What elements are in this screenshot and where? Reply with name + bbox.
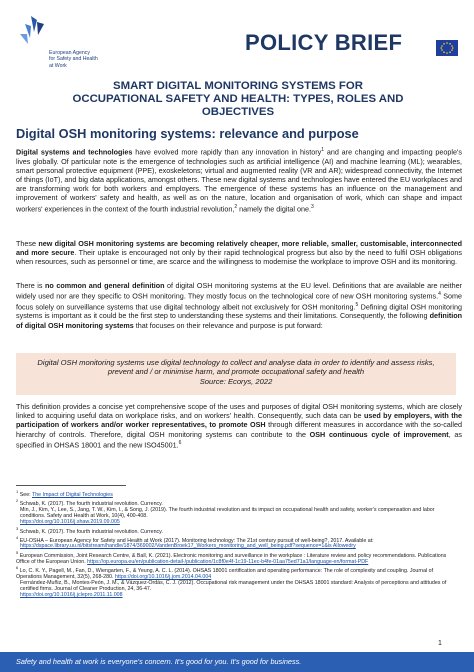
footnote-item <box>16 592 456 598</box>
footnote-number: 4 <box>16 534 19 540</box>
paragraph-2: These new digital OSH monitoring systems are becoming relatively cheaper, more reliable, smaller, customisable, interconnected and more secure. Their uptake is encouraged not only by their rapid technological progress but also by the need to fulfil OSH obligations when resources, such as personnel or time, are scarce and the willingness to modernise the workplace to improve OSH and its monitoring. <box>16 239 463 267</box>
footnote-text: Schwab, K. (2017). The fourth industrial revolution. Currency. <box>19 528 163 535</box>
page-number: 1 <box>438 640 442 647</box>
footnote-link[interactable]: https://doi.org/10.1016/j.jom.2014.04.004 <box>114 573 212 580</box>
footnote-link[interactable]: https://doi.org/10.1016/j.jclepro.2011.11.008 <box>20 592 123 599</box>
paragraph-3: There is no common and general definition of digital OSH monitoring systems at the EU level. Definitions that are available are neither widely used nor are they specific to OSH monitoring. They mostly focus on the technological core of new OSH monitoring systems.$^4$ Some focus solely on surveillance systems that use digital technology albeit not exclusively for OSH monitoring.$^5$ Defining digital OSH monitoring systems is important as it could be the first step to understanding these systems and their limitations. Consequently, the following definition of digital OSH monitoring systems that focuses on their relevance and purpose is put forward: <box>16 281 462 330</box>
eu-osha-logo-icon <box>17 14 137 72</box>
footnote-number: 2 <box>16 497 19 503</box>
section-heading: Digital OSH monitoring systems: relevance and purpose <box>16 126 359 141</box>
eu-flag-icon <box>436 40 458 56</box>
footnote-divider <box>16 485 126 486</box>
footnote-item <box>16 526 456 535</box>
footnote-item <box>16 535 456 544</box>
footnote-number: 5 <box>16 549 19 555</box>
footnote-item <box>16 565 456 580</box>
footnote-number: 3 <box>16 525 19 531</box>
footnote-number: 6 <box>16 564 19 570</box>
header <box>0 0 474 82</box>
footnote-item <box>16 507 456 519</box>
footnotes <box>16 489 456 599</box>
footnote-text: Schwab, K. (2017). The fourth industrial revolution. Currency. <box>19 500 163 507</box>
paragraph-4: This definition provides a concise yet comprehensive scope of the uses and purposes of digital OSH monitoring systems, which are closely linked to acquiring useful data on workplace risks, and on workers' health. Consequently, such data can be used by employers, with the participation of workers and/or worker representatives, to promote OSH through different measures in accordance with the so-called hierarchy of controls. Therefore, digital OSH monitoring systems can contribute to the OSH continuous cycle of improvement, as specified in OHSAS 18001 and the new ISO45001.$^6$ <box>16 402 462 450</box>
footnote-link[interactable]: The Impact of Digital Technologies <box>32 491 113 498</box>
document-title: SMART DIGITAL MONITORING SYSTEMS FOR OCCUPATIONAL SAFETY AND HEALTH: TYPES, ROLES AND OBJECTIVES <box>72 80 404 118</box>
footnote-number: 1 <box>16 489 19 494</box>
footnote-link[interactable]: https://dspace.library.uu.nl/bitstream/handle/1874/369002/VandenBroek17_Workers_monitoring_and_well_being.pdf?sequence=1&is Allowedry <box>20 543 356 550</box>
definition-quote: Digital OSH monitoring systems use digital technology to collect and analyse data in order to identify and assess risks, prevent and / or minimise harm, and promote occupational safety and health Source: Ecorys, 2022 <box>37 358 435 386</box>
footnote-text: Fernández-Muñiz, B., Montes-Peón, J. M., & Vázquez-Ordás, C. J. (2012). Occupational risk management under the OHSAS 18001 standard: Analysis of perceptions and attitudes of certified firms. Journal of Cleaner Production, 24, 36-47. <box>20 580 447 593</box>
footer-slogan: Safety and health at work is everyone's concern. It's good for you. It's good for business. <box>16 657 302 666</box>
footnote-link[interactable]: https://doi.org/10.1016/j.shaw.2019.09.005 <box>20 519 120 526</box>
footnote-item <box>16 580 456 592</box>
agency-name: European Agency for Safety and Health at Work <box>49 50 98 69</box>
policy-brief-title: POLICY BRIEF <box>245 30 403 55</box>
footnote-text: EU-OSHA – European Agency for Safety and Health at Work (2017). Monitoring technology: The 21st century pursuit of well-being?, 2017. Available at: <box>19 537 374 544</box>
footnote-text: Lo, C. K. Y., Pagell, M., Fan, D., Wiengarten, F., & Yeung, A. C. L. (2014). OHSAS 18001 certification and operating performance: The role of complexity and coupling. Journal of Operations Management, 32(5), 268-280. <box>16 567 434 580</box>
footnote-item <box>16 489 456 498</box>
footnote-text: Min, J., Kim, Y., Lee, S., Jang, T. W., Kim, I., & Song, J. (2019). The fourth industrial revolution and its impact on occupational health and safety, worker's compensation and labor conditions. Safety and Health at Work, 10(4), 400-408. <box>20 506 435 520</box>
footnote-text: See: <box>19 491 32 498</box>
footnote-text: European Commission, Joint Research Centre, & Ball, K. (2021). Electronic monitoring and surveillance in the workplace : Literature review and policy recommendations. Publications Office of the European Union. <box>16 552 447 565</box>
paragraph-1: Digital systems and technologies have evolved more rapidly than any innovation in history$^1$ and are changing and impacting people's lives globally. Of particular note is the emergence of technologies such as artificial intelligence (AI) and machine learning (ML); wearables, smart personal protective equipment (PPE), exoskeletons; virtual and augmented reality (VR and AR); widespread connectivity, the Internet of things (IoT), and big data applications, amongst others. These new digital systems and technologies have entered the EU workplaces and are transforming work for both workers and employers. The emergence of these systems has an influence on the management and improvement of workers' safety and health, as well as on the nature, location and organisation of work, which can shape and impact workers' experiences in the context of the fourth industrial revolution,$^2$ namely the digital one.$^3$ <box>16 147 462 213</box>
footnote-link[interactable]: https://op.europa.eu/en/publication-detail-/publication/1c8f0e4f-1c19-11ec-b4fe-01aa75ed71a1/language-en/format-PDF <box>87 558 369 565</box>
footnote-item <box>16 550 456 565</box>
footnote-item <box>16 498 456 507</box>
